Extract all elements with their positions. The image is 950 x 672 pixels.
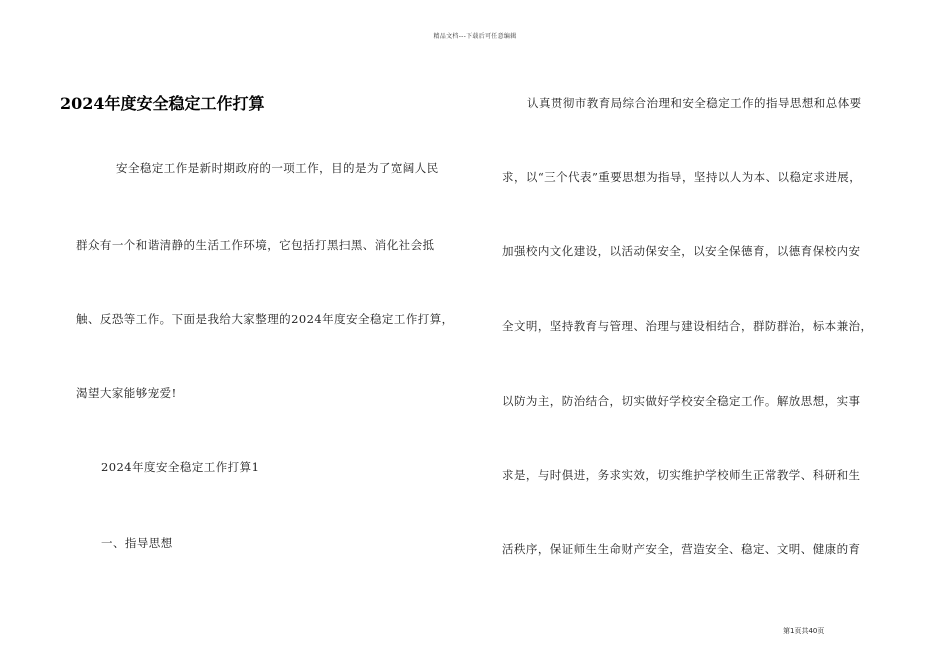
- paragraph-line: 以防为主，防治结合，切实做好学校安全稳定工作。解放思想，实事: [502, 394, 861, 408]
- paragraph-line: 活秩序，保证师生生命财产安全，营造安全、稳定、文明、健康的育: [502, 542, 861, 556]
- document-title: 2024年度安全稳定工作打算: [60, 94, 265, 113]
- header-note: 精品文档---下载后可任意编辑: [433, 33, 517, 40]
- paragraph-line: 触、反恐等工作。下面是我给大家整理的2024年度安全稳定工作打算，: [76, 312, 454, 326]
- paragraph-line: 加强校内文化建设，以活动保安全，以安全保德育，以德育保校内安: [502, 244, 861, 258]
- page-number: 第1页共40页: [783, 627, 825, 635]
- paragraph-line: 求，以“三个代表”重要思想为指导，坚持以人为本、以稳定求进展，: [502, 170, 862, 184]
- paragraph-line: 求是，与时俱进，务求实效，切实维护学校师生正常教学、科研和生: [502, 468, 861, 482]
- paragraph-line: 渴望大家能够宠爱!: [76, 386, 177, 400]
- paragraph-line: 全文明，坚持教育与管理、治理与建设相结合，群防群治，标本兼治，: [502, 319, 873, 333]
- section-heading: 一、指导思想: [101, 536, 173, 550]
- paragraph-line: 认真贯彻市教育局综合治理和安全稳定工作的指导思想和总体要: [527, 96, 862, 110]
- paragraph-line: 安全稳定工作是新时期政府的一项工作，目的是为了宽阔人民: [116, 161, 439, 175]
- section-heading: 2024年度安全稳定工作打算1: [101, 460, 260, 474]
- paragraph-line: 群众有一个和谐清静的生活工作环境，它包括打黑扫黑、消化社会抵: [76, 238, 435, 252]
